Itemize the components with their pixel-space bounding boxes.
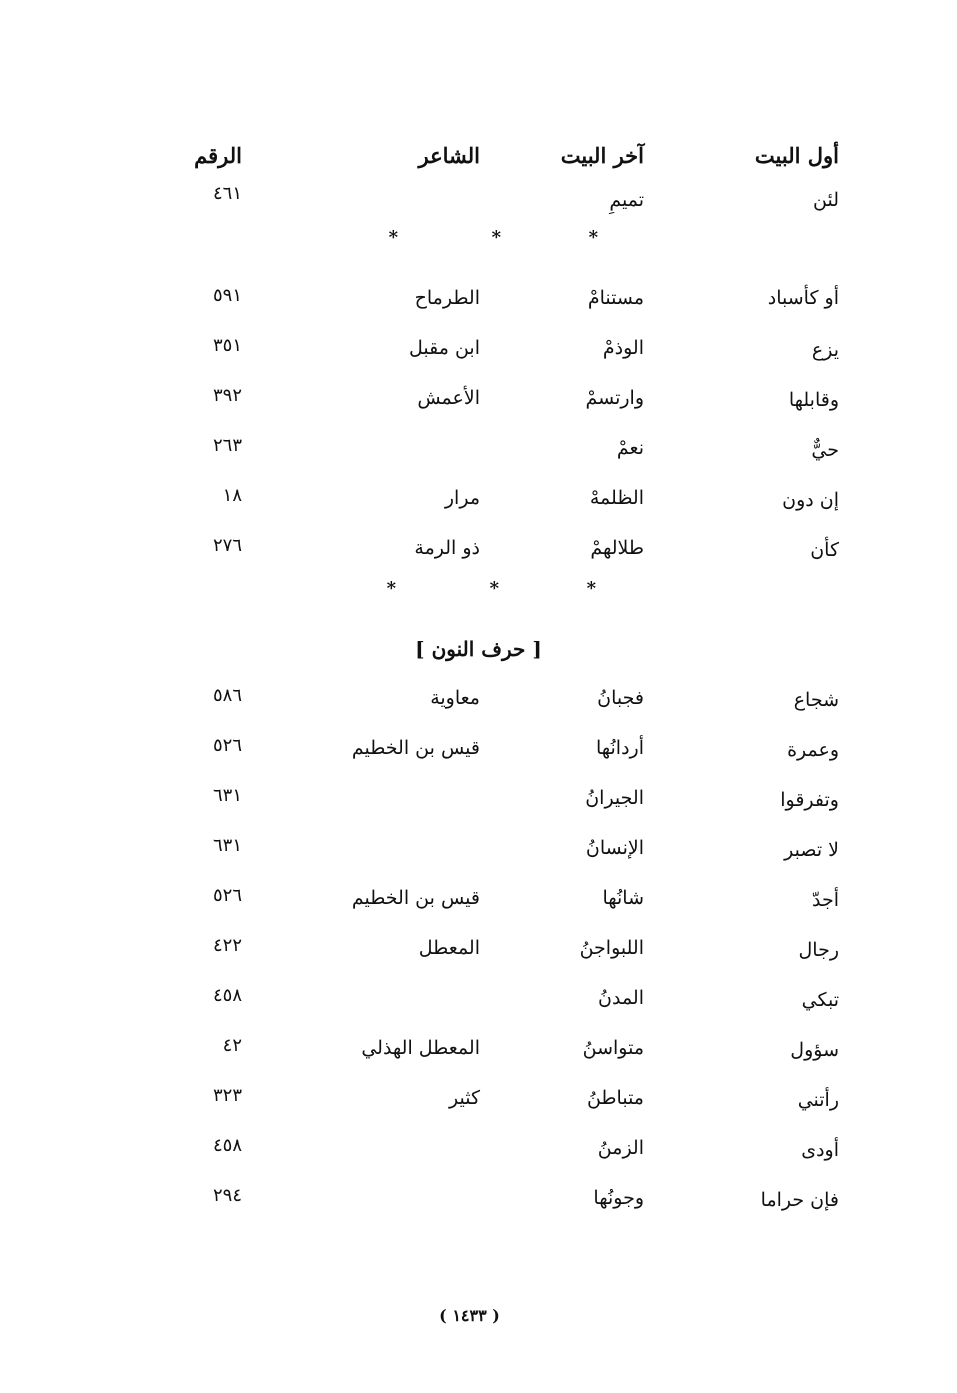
first-word: لا تصبر bbox=[784, 839, 839, 861]
entry-number: ٥٨٦ bbox=[212, 685, 242, 706]
entry-number: ٤٢ bbox=[222, 1035, 242, 1056]
last-word: طلالهمْ bbox=[590, 537, 644, 559]
entry-number: ٤٦١ bbox=[212, 183, 242, 204]
first-word: إن دون bbox=[782, 489, 839, 511]
first-word: يزع bbox=[811, 339, 839, 361]
entry-number: ٢٩٤ bbox=[212, 1185, 242, 1206]
first-word: رأتني bbox=[797, 1089, 839, 1111]
last-word: اللبواجنُ bbox=[579, 937, 644, 959]
last-word: فجبانُ bbox=[597, 687, 644, 709]
separator-star: * bbox=[388, 227, 398, 248]
separator-star: * bbox=[489, 578, 499, 599]
poet: المعطل الهذلي bbox=[361, 1037, 480, 1059]
poet: ابن مقبل bbox=[409, 337, 480, 359]
entry-number: ٥٢٦ bbox=[212, 735, 242, 756]
last-word: وارتسمْ bbox=[585, 387, 644, 409]
poet: مرار bbox=[444, 487, 480, 509]
entry-number: ٣٢٣ bbox=[212, 1085, 242, 1106]
separator-star: * bbox=[586, 578, 596, 599]
last-word: وجونُها bbox=[593, 1187, 644, 1209]
header-first-word: أول البيت bbox=[754, 143, 839, 168]
entry-number: ٤٢٢ bbox=[212, 935, 242, 956]
last-word: الإنسانُ bbox=[585, 837, 644, 859]
entry-number: ٢٦٣ bbox=[212, 435, 242, 456]
header-poet: الشاعر bbox=[418, 143, 480, 168]
last-word: الزمنُ bbox=[597, 1137, 644, 1159]
entry-number: ٥٢٦ bbox=[212, 885, 242, 906]
last-word: متواسنُ bbox=[582, 1037, 644, 1059]
page-number: ( ١٤٣٣ ) bbox=[439, 1306, 500, 1325]
poet: المعطل bbox=[418, 937, 480, 959]
entry-number: ٥٩١ bbox=[212, 285, 242, 306]
header-last-word: آخر البيت bbox=[560, 143, 644, 168]
first-word: رجال bbox=[798, 939, 839, 961]
separator-star: * bbox=[588, 227, 598, 248]
first-word: لئن bbox=[813, 189, 839, 211]
first-word: أودى bbox=[801, 1139, 839, 1161]
entry-number: ٦٣١ bbox=[212, 785, 242, 806]
last-word: نعمْ bbox=[616, 437, 644, 459]
poet: معاوية bbox=[430, 687, 480, 709]
entry-number: ٤٥٨ bbox=[212, 1135, 242, 1156]
last-word: أردانُها bbox=[595, 737, 644, 759]
separator-star: * bbox=[491, 227, 501, 248]
last-word: متباطنُ bbox=[586, 1087, 644, 1109]
first-word: كأن bbox=[810, 539, 839, 561]
entry-number: ٤٥٨ bbox=[212, 985, 242, 1006]
poet: قيس بن الخطيم bbox=[351, 887, 480, 909]
first-word: شجاع bbox=[793, 689, 839, 711]
entry-number: ٢٧٦ bbox=[212, 535, 242, 556]
first-word: أجدّ bbox=[812, 889, 839, 911]
last-word: الجيرانُ bbox=[585, 787, 644, 809]
last-word: المدنُ bbox=[598, 987, 644, 1009]
first-word: وعمرة bbox=[787, 739, 839, 761]
poet: قيس بن الخطيم bbox=[351, 737, 480, 759]
last-word: مستنامْ bbox=[587, 287, 644, 309]
first-word: حيٌّ bbox=[811, 439, 839, 461]
poet: الأعمش bbox=[417, 387, 480, 409]
poet: الطرماح bbox=[414, 287, 480, 309]
entry-number: ٦٣١ bbox=[212, 835, 242, 856]
last-word: تميمِ bbox=[609, 189, 644, 211]
first-word: وتفرقوا bbox=[780, 789, 839, 811]
last-word: شانُها bbox=[602, 887, 644, 909]
entry-number: ٣٥١ bbox=[212, 335, 242, 356]
entry-number: ١٨ bbox=[222, 485, 242, 506]
first-word: أو كأسباد bbox=[767, 287, 839, 309]
last-word: الوذمْ bbox=[602, 337, 644, 359]
separator-star: * bbox=[386, 578, 396, 599]
entry-number: ٣٩٢ bbox=[212, 385, 242, 406]
header-number: الرقم bbox=[194, 143, 242, 168]
poet: كثير bbox=[449, 1087, 480, 1109]
section-title: [ حرف النون ] bbox=[415, 637, 542, 661]
last-word: الظلمهْ bbox=[589, 487, 644, 509]
first-word: فإن حراما bbox=[760, 1189, 839, 1211]
first-word: سؤول bbox=[790, 1039, 839, 1061]
poet: ذو الرمة bbox=[414, 537, 480, 559]
first-word: تبكي bbox=[801, 989, 839, 1011]
first-word: وقابلها bbox=[788, 389, 839, 411]
